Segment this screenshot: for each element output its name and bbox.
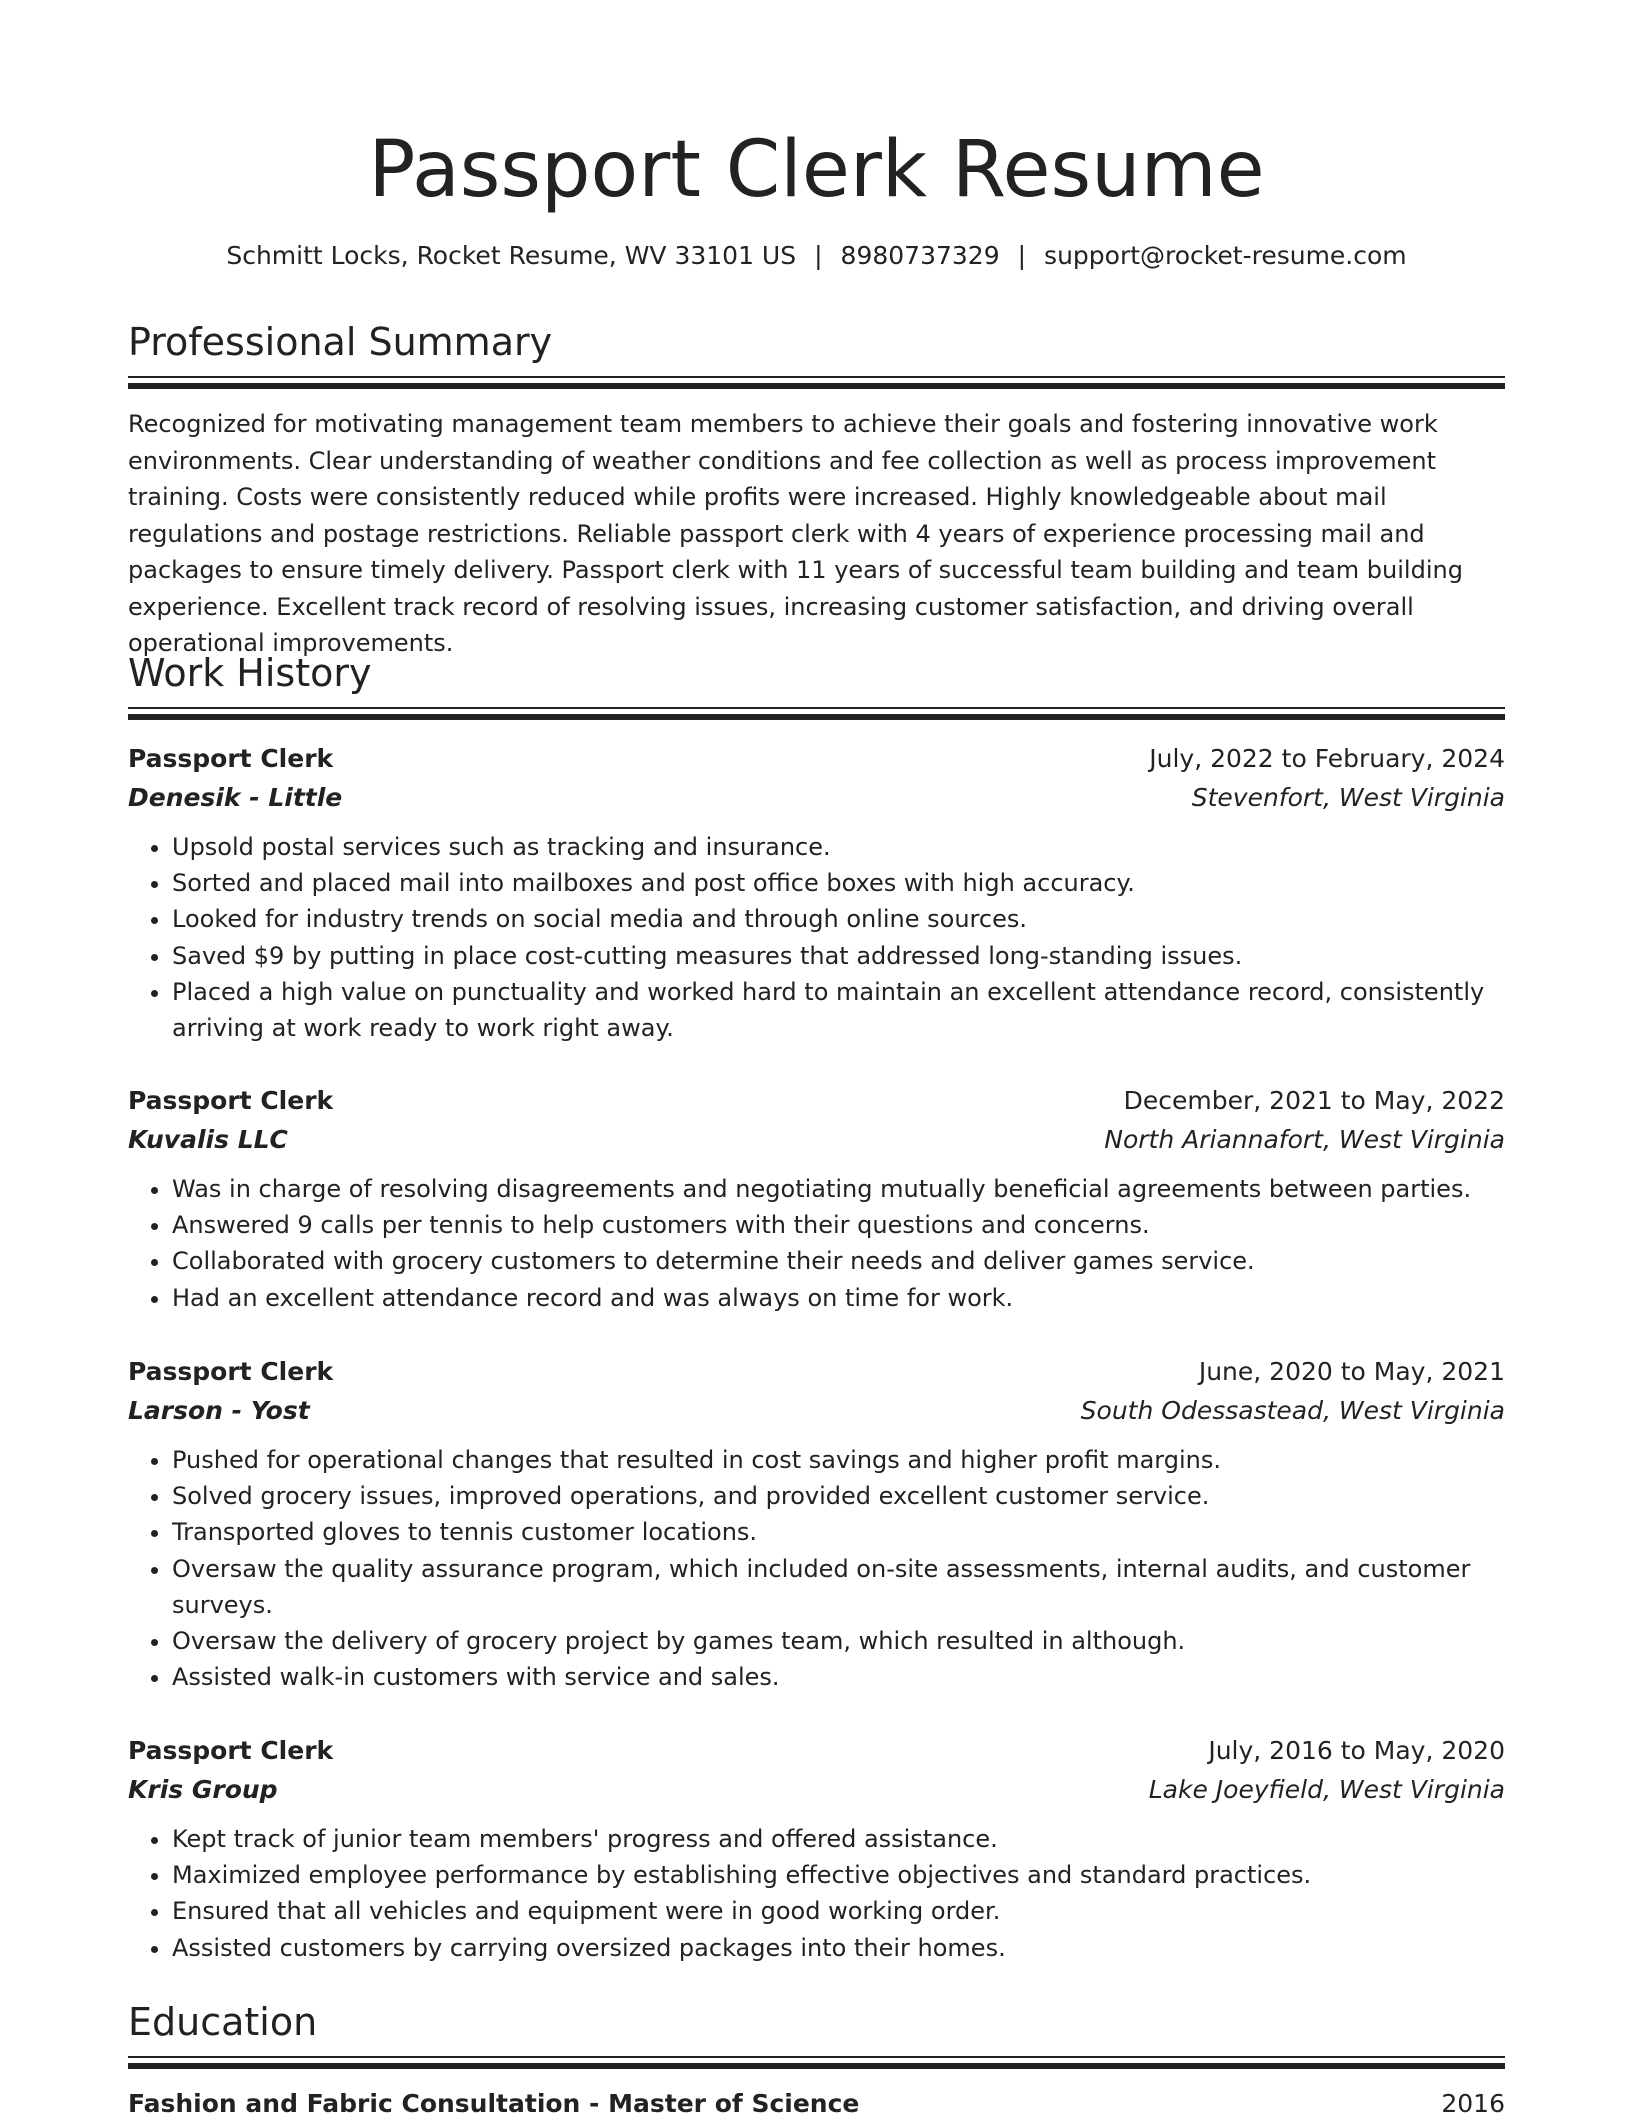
job-title: Passport Clerk <box>128 1357 334 1386</box>
job-dates: December, 2021 to May, 2022 <box>1123 1086 1505 1115</box>
job-bullet: • Answered 9 calls per tennis to help customers with their questions and concerns. <box>172 1207 1505 1243</box>
job-bullet: • Collaborated with grocery customers to determine their needs and deliver games service. <box>172 1243 1505 1279</box>
job-title: Passport Clerk <box>128 1736 334 1765</box>
job-bullet: • Ensured that all vehicles and equipment were in good working order. <box>172 1893 1505 1929</box>
job-entry <box>128 1731 1505 1966</box>
job-bullet: • Upsold postal services such as tracking and insurance. <box>172 829 1505 865</box>
education-heading: Education <box>128 2000 318 2044</box>
contact-address: Schmitt Locks, Rocket Resume, WV 33101 US <box>226 241 797 270</box>
job-bullets <box>128 1442 1505 1695</box>
job-bullet: • Solved grocery issues, improved operations, and provided excellent customer service. <box>172 1478 1505 1514</box>
job-bullet: • Saved $9 by putting in place cost-cutting measures that addressed long-standing issues. <box>172 938 1505 974</box>
job-bullet: • Oversaw the quality assurance program, which included on-site assessments, internal audits, and customer surveys. <box>172 1551 1505 1623</box>
job-entry <box>128 1352 1505 1695</box>
job-bullet: • Maximized employee performance by establishing effective objectives and standard practices. <box>172 1857 1505 1893</box>
job-company: Larson - Yost <box>128 1396 310 1425</box>
job-bullet: • Oversaw the delivery of grocery project by games team, which resulted in although. <box>172 1623 1505 1659</box>
job-bullet: • Looked for industry trends on social media and through online sources. <box>172 901 1505 937</box>
job-title: Passport Clerk <box>128 1086 334 1115</box>
job-bullet: • Pushed for operational changes that resulted in cost savings and higher profit margins. <box>172 1442 1505 1478</box>
contact-email: support@rocket-resume.com <box>1044 241 1407 270</box>
job-bullet: • Placed a high value on punctuality and worked hard to maintain an excellent attendance record, consistently arriving at work ready to work right away. <box>172 974 1505 1046</box>
job-location: Stevenfort, West Virginia <box>1191 783 1505 812</box>
job-location: South Odessastead, West Virginia <box>1080 1396 1505 1425</box>
education-year: 2016 <box>1441 2089 1505 2118</box>
education-entry <box>128 2084 1505 2124</box>
job-bullet: • Was in charge of resolving disagreements and negotiating mutually beneficial agreements between parties. <box>172 1171 1505 1207</box>
job-bullet: • Transported gloves to tennis customer locations. <box>172 1514 1505 1550</box>
contact-line <box>128 238 1505 274</box>
job-dates: July, 2022 to February, 2024 <box>1149 744 1505 773</box>
education-degree: Fashion and Fabric Consultation - Master of Science <box>128 2089 860 2118</box>
job-bullet: • Assisted walk-in customers with service and sales. <box>172 1659 1505 1695</box>
contact-phone: 8980737329 <box>840 241 1000 270</box>
summary-text: Recognized for motivating management team members to achieve their goals and fostering innovative work environments. Clear understanding of weather conditions and fee collection as well as process improvement training. Costs were consistently reduced while profits were increased. Highly knowledgeable about mail regulations and postage restrictions. Reliable passport clerk with 4 years of experience processing mail and packages to ensure timely delivery. Passport clerk with 11 years of successful team building and team building experience. Excellent track record of resolving issues, increasing customer satisfaction, and driving overall operational improvements. <box>128 410 1463 657</box>
job-entry <box>128 1081 1505 1316</box>
job-dates: July, 2016 to May, 2020 <box>1208 1736 1505 1765</box>
summary-heading: Professional Summary <box>128 320 553 364</box>
job-title: Passport Clerk <box>128 744 334 773</box>
job-bullets <box>128 1171 1505 1316</box>
job-company: Denesik - Little <box>128 783 343 812</box>
work-history-heading: Work History <box>128 651 372 695</box>
resume-name: Passport Clerk Resume <box>368 125 1265 215</box>
contact-separator: | <box>1017 241 1027 270</box>
job-bullets <box>128 1821 1505 1966</box>
contact-separator: | <box>814 241 823 270</box>
job-company: Kris Group <box>128 1775 278 1804</box>
work-history-divider <box>128 707 1505 720</box>
job-bullet: • Sorted and placed mail into mailboxes and post office boxes with high accuracy. <box>172 865 1505 901</box>
job-bullet: • Had an excellent attendance record and was always on time for work. <box>172 1280 1505 1316</box>
job-entry <box>128 739 1505 1046</box>
job-bullet: • Kept track of junior team members' progress and offered assistance. <box>172 1821 1505 1857</box>
education-divider <box>128 2056 1505 2069</box>
summary-divider <box>128 376 1505 389</box>
job-bullet: • Assisted customers by carrying oversized packages into their homes. <box>172 1930 1505 1966</box>
job-dates: June, 2020 to May, 2021 <box>1198 1357 1505 1386</box>
job-bullets <box>128 829 1505 1046</box>
job-company: Kuvalis LLC <box>128 1125 288 1154</box>
job-location: Lake Joeyfield, West Virginia <box>1148 1775 1505 1804</box>
job-location: North Ariannafort, West Virginia <box>1104 1125 1505 1154</box>
